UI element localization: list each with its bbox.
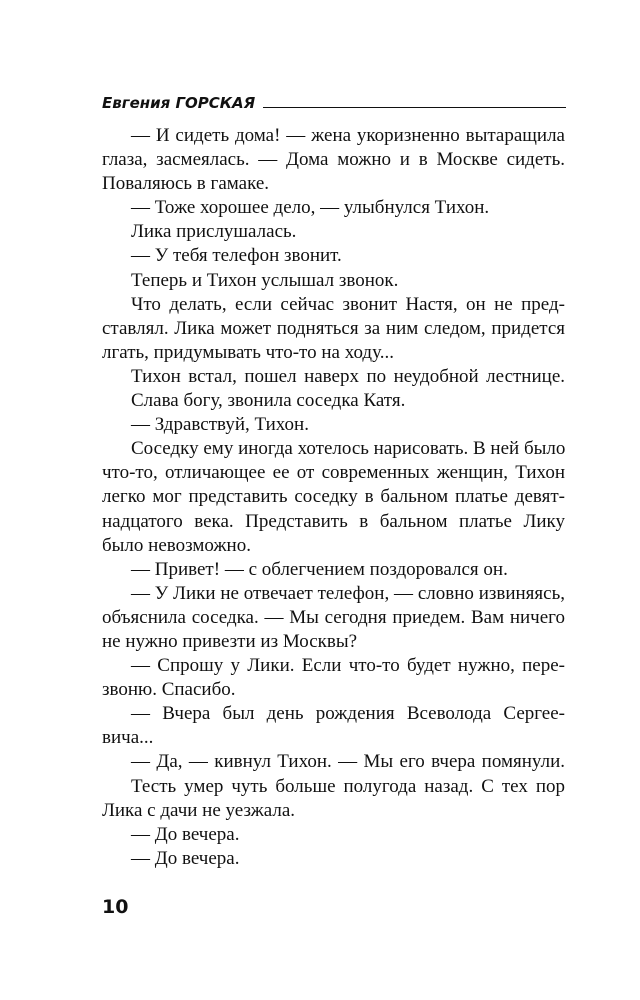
header-author: Евгения ГОРСКАЯ bbox=[102, 94, 256, 112]
page-number: 10 bbox=[102, 896, 129, 918]
text-line: Тесть умер чуть больше полугода назад. С тех пор bbox=[131, 775, 565, 797]
header-rule bbox=[263, 107, 566, 108]
text-line: — Спрошу у Лики. Если что-то будет нужно, пере- bbox=[131, 655, 565, 677]
text-line: Что делать, если сейчас звонит Настя, он не пред- bbox=[131, 293, 565, 315]
text-line: Поваляюсь в гамаке. bbox=[102, 173, 270, 195]
text-line: что-то, отличающее ее от современных женщин, Тихон bbox=[102, 462, 565, 484]
text-line: Тихон встал, пошел наверх по неудобной лестнице. bbox=[131, 365, 565, 387]
body-text bbox=[102, 124, 565, 871]
text-line: глаза, засмеялась. — Дома можно и в Москве сидеть. bbox=[102, 149, 565, 171]
text-line: — До вечера. bbox=[131, 847, 240, 869]
text-line: не нужно привезти из Москвы? bbox=[102, 630, 358, 652]
text-line: — У тебя телефон звонит. bbox=[131, 245, 342, 267]
text-line: лгать, придумывать что-то на ходу... bbox=[102, 341, 394, 363]
running-header bbox=[102, 88, 566, 112]
text-line: — Здравствуй, Тихон. bbox=[131, 414, 309, 436]
text-line: было невозможно. bbox=[102, 534, 251, 556]
text-line: — Вчера был день рождения Всеволода Сергее- bbox=[131, 703, 565, 725]
text-line: — Да, — кивнул Тихон. — Мы его вчера помянули. bbox=[131, 751, 565, 773]
text-line: Соседку ему иногда хотелось нарисовать. В ней было bbox=[131, 438, 566, 460]
text-line: Лика с дачи не уезжала. bbox=[102, 799, 295, 821]
text-line: ставлял. Лика может подняться за ним следом, придется bbox=[102, 317, 565, 339]
text-line: Теперь и Тихон услышал звонок. bbox=[131, 269, 399, 291]
text-line: Лика прислушалась. bbox=[131, 221, 297, 243]
text-line: вича... bbox=[102, 727, 154, 749]
text-line: легко мог представить соседку в бальном платье девят- bbox=[102, 486, 565, 508]
text-line: Слава богу, звонила соседка Катя. bbox=[131, 390, 406, 412]
text-line: объяснила соседка. — Мы сегодня приедем. Вам ничего bbox=[102, 606, 565, 628]
text-line: — Привет! — с облегчением поздоровался он. bbox=[131, 558, 508, 580]
text-line: надцатого века. Представить в бальном платье Лику bbox=[102, 510, 565, 532]
text-line: — У Лики не отвечает телефон, — словно извиняясь, bbox=[131, 582, 565, 604]
text-line: — И сидеть дома! — жена укоризненно вытаращила bbox=[131, 125, 565, 146]
text-line: — Тоже хорошее дело, — улыбнулся Тихон. bbox=[131, 197, 490, 219]
text-line: звоню. Спасибо. bbox=[102, 679, 236, 701]
text-line: — До вечера. bbox=[131, 823, 240, 845]
